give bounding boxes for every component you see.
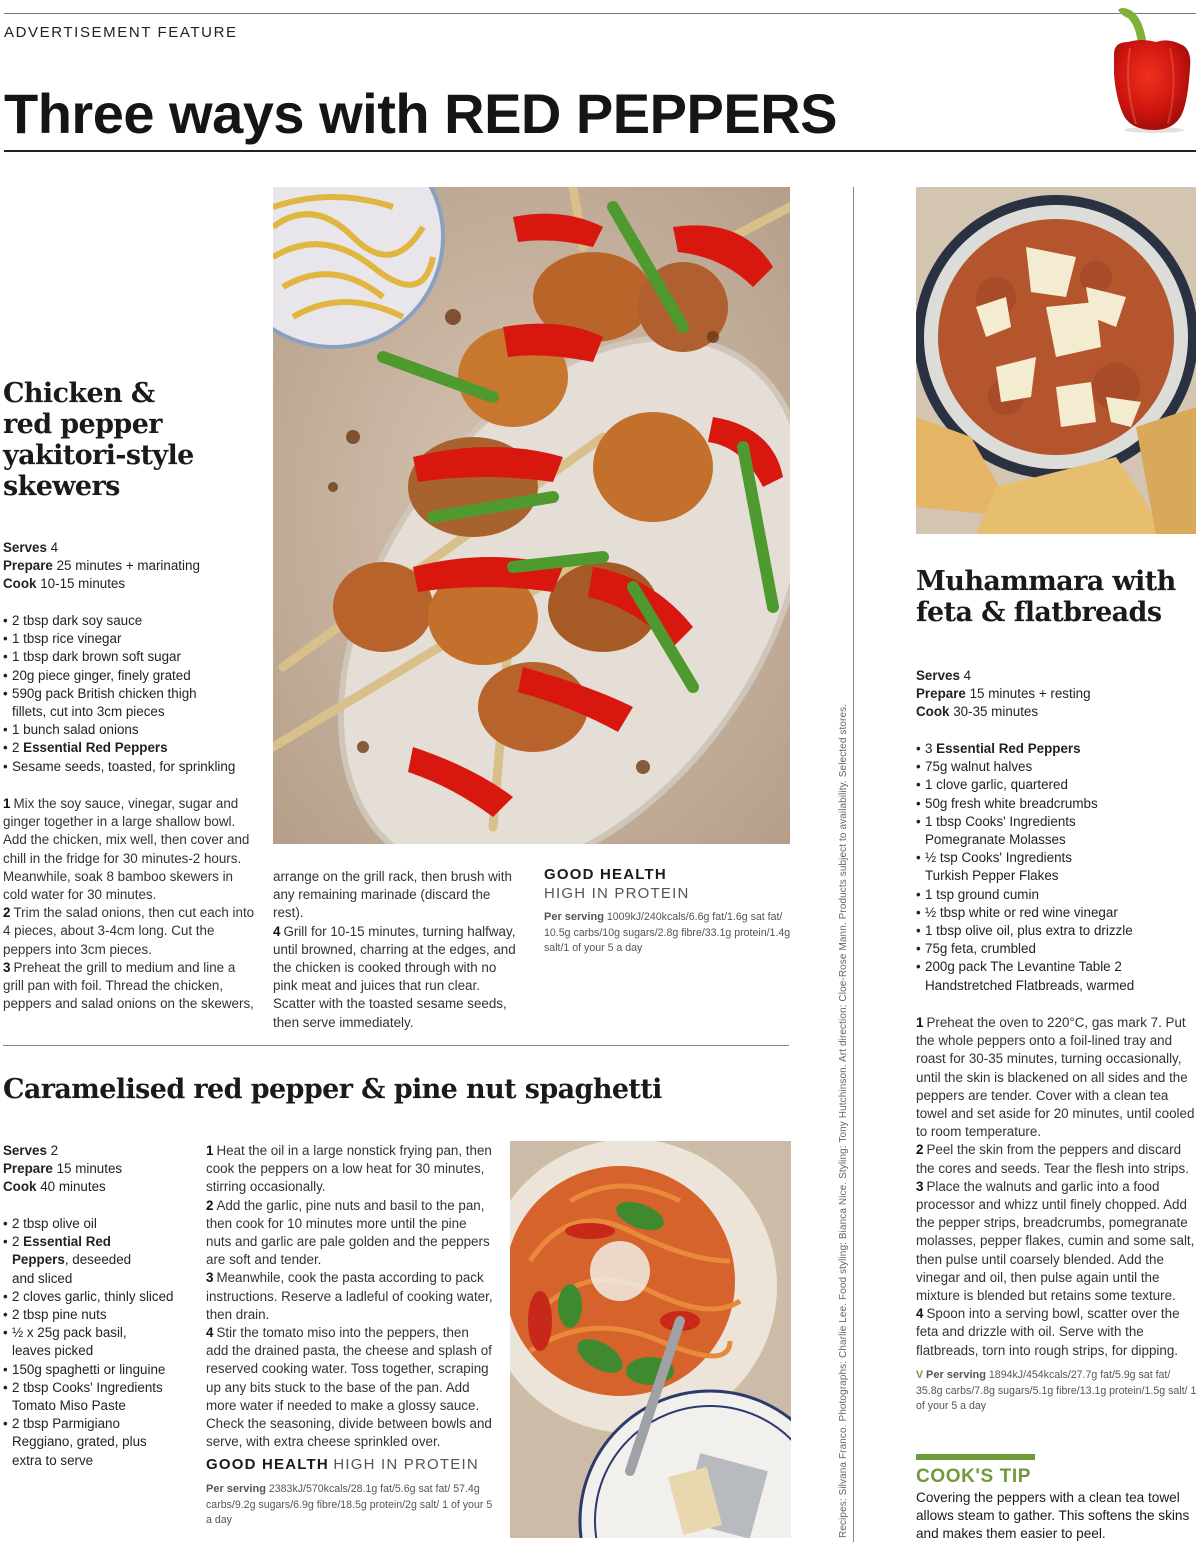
ingredient-item: • 150g spaghetti or linguine — [3, 1361, 198, 1379]
cooks-tip-text: Covering the peppers with a clean tea towel allows steam to gather. This softens the skins and makes them easier to peel. — [916, 1490, 1190, 1542]
ingredient-item: • 2 tbsp olive oil — [3, 1215, 198, 1233]
muhammara-title-line: Muhammara with — [916, 566, 1176, 597]
method-step: 4 Grill for 10-15 minutes, turning halfway, until browned, charring at the edges, and the chicken is cooked through with no pink meat and juices that run clear. Scatter with the toasted sesame seeds, then serve immediately. — [273, 923, 516, 1030]
skewers-good-health — [544, 866, 794, 957]
advertisement-kicker: ADVERTISEMENT FEATURE — [4, 24, 238, 41]
good-health-label: GOOD HEALTH — [206, 1456, 329, 1473]
muhammara-ingredients-list — [916, 740, 1200, 995]
page-title: Three ways with RED PEPPERS — [4, 82, 837, 145]
good-health-label: GOOD HEALTH — [544, 866, 667, 883]
method-step: 4 Stir the tomato miso into the peppers, then add the drained pasta, the cheese and splash of reserved cooking water. Toss together, scraping up any bits stuck to the base of the pan. Add more water if needed to make a glossy sauce. Check the seasoning, divide between bowls and serve, with extra cheese sprinkled over. — [206, 1325, 492, 1450]
method-step: 3 Preheat the grill to medium and line a grill pan with foil. Thread the chicken, peppers and salad onions on the skewers, — [3, 959, 254, 1012]
muhammara-nutrition: V Per serving 1894kJ/454kcals/27.7g fat/5.9g sat fat/ 35.8g carbs/7.8g sugars/5.1g fibre/13.1g protein/1.5g salt/ 1 of your 5 a day — [916, 1369, 1197, 1412]
muhammara-method — [916, 1014, 1198, 1360]
method-step: 2 Peel the skin from the peppers and discard the cores and seeds. Tear the flesh into strips. — [916, 1142, 1189, 1176]
ingredient-item: • 2 tbsp dark soy sauce — [3, 612, 271, 630]
ingredient-item: • Sesame seeds, toasted, for sprinkling — [3, 758, 271, 776]
top-rule — [4, 13, 1196, 14]
method-step: 2 Add the garlic, pine nuts and basil to the pan, then cook for 10 minutes more until the pine nuts and garlic are pale golden and the peppers are soft and tender. — [206, 1197, 490, 1268]
ingredient-item: • 75g feta, crumbled — [916, 940, 1200, 958]
cook-label: Cook — [3, 576, 37, 592]
method-step: 4 Spoon into a serving bowl, scatter over the feta and drizzle with oil. Serve with the flatbreads, torn into rough strips, for dipping. — [916, 1306, 1180, 1358]
spaghetti-recipe-title: Caramelised red pepper & pine nut spaghetti — [3, 1074, 662, 1105]
ingredient-item: • 75g walnut halves — [916, 758, 1200, 776]
ingredient-item: • 2 Essential Red Peppers — [3, 739, 271, 757]
skewers-meta — [3, 539, 271, 594]
title-underline — [4, 150, 1196, 152]
ingredient-item: • 2 tbsp Cooks' Ingredients Tomato Miso Paste — [3, 1379, 198, 1415]
serves-value: 4 — [50, 540, 59, 555]
ingredient-item: • 200g pack The Levantine Table 2 Handstretched Flatbreads, warmed — [916, 958, 1200, 994]
ingredient-item: • 2 tbsp pine nuts — [3, 1306, 198, 1324]
spaghetti-meta: Serves 2 Prepare 15 minutes Cook 40 minutes — [3, 1143, 123, 1195]
skewers-nutrition: Per serving 1009kJ/240kcals/6.6g fat/1.6g sat fat/ 10.5g carbs/10g sugars/2.8g fibre/33.1g protein/1.4g salt/1 of your 5 a day — [544, 911, 791, 954]
prepare-value: 25 minutes + marinating — [56, 558, 200, 574]
ingredient-item: • 3 Essential Red Peppers — [916, 740, 1200, 758]
method-step: 3 Place the walnuts and garlic into a food processor and whizz until finely chopped. Add the pepper strips, breadcrumbs, pomegranate molasses, pepper flakes, cumin and some salt, then pulse until coarsely blended. Add the vinegar and oil, then pulse again until the mixture is blended but retains some texture. — [916, 1178, 1195, 1304]
method-step: 1 Mix the soy sauce, vinegar, sugar and ginger together in a large shallow bowl. Add the chicken, mix well, then cover and chill in the fridge for 30 minutes-2 hours. Meanwhile, soak 8 bamboo skewers in cold water for 30 minutes. — [3, 796, 250, 903]
spaghetti-ingredients-list — [3, 1215, 198, 1470]
spaghetti-good-health — [206, 1456, 496, 1474]
muhammara-meta: Serves 4 Prepare 15 minutes + resting Cook 30-35 minutes — [916, 668, 1091, 720]
high-in-protein-label: HIGH IN PROTEIN — [544, 885, 690, 902]
column-divider — [853, 187, 854, 1542]
skewers-title-line: red pepper — [3, 409, 162, 441]
skewers-title-line: Chicken & — [3, 378, 155, 409]
skewers-method-col1 — [3, 795, 255, 1013]
cooks-tip-title: COOK'S TIP — [916, 1466, 1032, 1487]
method-step: 2 Trim the salad onions, then cut each into 4 pieces, about 3-4cm long. Cut the peppers into 3cm pieces. — [3, 905, 255, 957]
serves-label: Serves — [3, 540, 47, 555]
ingredient-item: • 590g pack British chicken thigh fillets, cut into 3cm pieces — [3, 685, 271, 721]
ingredient-item: • 20g piece ginger, finely grated — [3, 667, 271, 685]
red-bell-pepper-icon — [1108, 4, 1198, 134]
skewers-title-line: skewers — [3, 471, 120, 503]
cook-value: 10-15 minutes — [40, 576, 126, 592]
muhammara-bowl-photo — [916, 187, 1196, 534]
method-step: 1 Preheat the oven to 220°C, gas mark 7. Put the whole peppers onto a foil-lined tray and roast for 30-35 minutes, turning occasionally, until the skin is blackened on all sides and the peppers are tender. Cover with a clean tea towel and set aside for 20 minutes, until cooled to room temperature. — [916, 1015, 1195, 1140]
ingredient-item: • 1 bunch salad onions — [3, 721, 271, 739]
skewers-method-col2 — [273, 868, 523, 1032]
ingredient-item: • 50g fresh white breadcrumbs — [916, 795, 1200, 813]
ingredient-item: • 2 cloves garlic, thinly sliced — [3, 1288, 198, 1306]
ingredient-item: • 1 tbsp olive oil, plus extra to drizzle — [916, 922, 1200, 940]
ingredient-item: • 2 tbsp Parmigiano Reggiano, grated, plus extra to serve — [3, 1415, 198, 1470]
cooks-tip-bar — [916, 1454, 1035, 1460]
ingredient-item: • ½ tbsp white or red wine vinegar — [916, 904, 1200, 922]
method-step: 3 Meanwhile, cook the pasta according to pack instructions. Reserve a ladleful of cooking water, then drain. — [206, 1270, 493, 1322]
ingredient-item: • ½ x 25g pack basil, leaves picked — [3, 1324, 198, 1360]
ingredient-item: • 1 tsp ground cumin — [916, 886, 1200, 904]
spaghetti-nutrition: Per serving 2383kJ/570kcals/28.1g fat/5.6g sat fat/ 57.4g carbs/9.2g sugars/6.9g fibre/18.5g protein/2g salt/ 1 of your 5 a day — [206, 1483, 493, 1526]
method-step: 1 Heat the oil in a large nonstick frying pan, then cook the peppers on a low heat for 30 minutes, stirring occasionally. — [206, 1143, 492, 1195]
section-rule — [3, 1045, 789, 1046]
muhammara-recipe-title — [916, 566, 1200, 628]
ingredient-item: • 1 tbsp Cooks' Ingredients Pomegranate Molasses — [916, 813, 1200, 849]
ingredient-item: • 1 tbsp rice vinegar — [3, 630, 271, 648]
ingredient-item: • 2 Essential Red Peppers, deseeded and sliced — [3, 1233, 198, 1288]
muhammara-title-line: feta & flatbreads — [916, 597, 1162, 629]
skewers-ingredients-list — [3, 612, 271, 776]
vegetarian-mark: V — [916, 1369, 924, 1381]
photo-credits: Recipes: Silvana Franco. Photographs: Charlie Lee. Food styling: Bianca Nice. Styling: Tony Hutchinson. Art direction: Cloe-Rose Mann. Products subject to availability. Selected stores. — [838, 703, 849, 1538]
ingredient-item: • 1 clove garlic, quartered — [916, 776, 1200, 794]
ingredient-item: • 1 tbsp dark brown soft sugar — [3, 648, 271, 666]
skewers-recipe-title — [3, 378, 271, 502]
prepare-label: Prepare — [3, 558, 53, 574]
chicken-skewers-photo — [273, 187, 790, 844]
spaghetti-method — [206, 1142, 494, 1451]
ingredient-item: • ½ tsp Cooks' Ingredients Turkish Pepper Flakes — [916, 849, 1200, 885]
high-in-protein-label: HIGH IN PROTEIN — [333, 1456, 479, 1473]
skewers-title-line: yakitori-style — [3, 440, 194, 472]
spaghetti-plate-photo — [510, 1141, 791, 1538]
method-step: arrange on the grill rack, then brush with any remaining marinade (discard the rest). — [273, 869, 512, 921]
